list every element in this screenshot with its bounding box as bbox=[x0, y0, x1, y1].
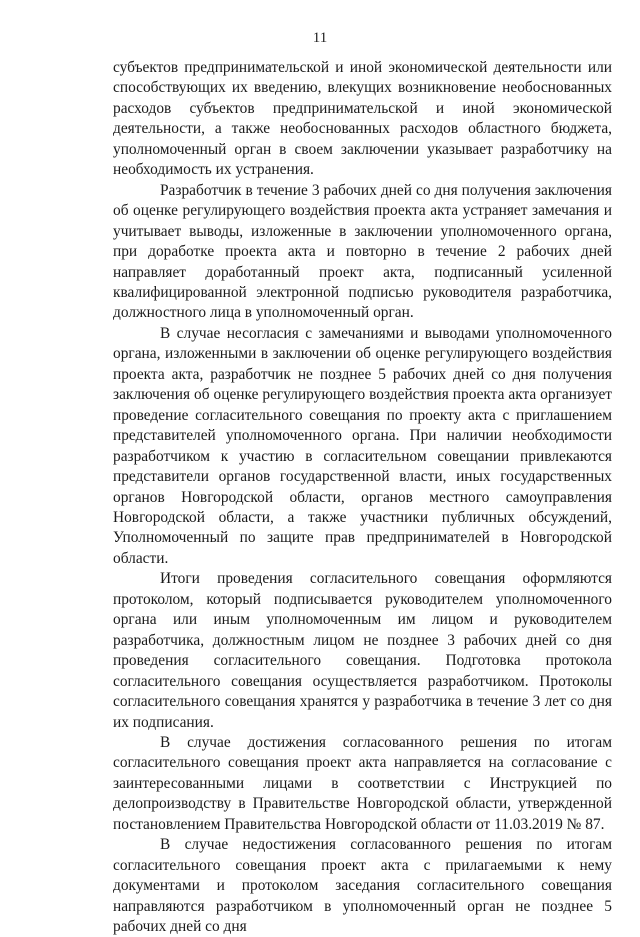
paragraph-continuation: субъектов предпринимательской и иной экономической деятельности или способствующих их введению, влекущих возникновение необоснованных расходов субъектов предпринимательской и иной экономической деятельности, а также необоснованных расходов областного бюджета, уполномоченный орган в своем заключении указывает разработчику на необходимость их устранения. bbox=[113, 59, 612, 179]
paragraph-agreement-not-reached: В случае недостижения согласованного решения по итогам согласительного совещания проект акта с прилагаемыми к нему документами и протоколом заседания согласительного совещания направляются разработчиком в уполномоченный орган не позднее 5 рабочих дней со дня bbox=[113, 836, 612, 936]
paragraph-developer-deadline: Разработчик в течение 3 рабочих дней со дня получения заключения об оценке регулирующего воздействия проекта акта устраняет замечания и учитывает выводы, изложенные в заключении уполномоченного органа, при доработке проекта акта и повторно в течение 2 рабочих дней направляет доработанный проект акта, подписанный усиленной квалифицированной электронной подписью руководителя разработчика, должностного лица в уполномоченный орган. bbox=[113, 181, 612, 322]
page-number: 11 bbox=[312, 30, 328, 46]
paragraph-disagreement: В случае несогласия с замечаниями и выводами уполномоченного органа, изложенными в заключении об оценке регулирующего воздействия проекта акта, разработчик не позднее 5 рабочих дней со дня получения заключения об оценке регулирующего воздействия проекта акта организует проведение согласительного совещания по проекту акта с приглашением представителей уполномоченного органа. При наличии необходимости разработчиком к участию в согласительном совещании привлекаются представители органов государственной власти, иных государственных органов Новгородской области, органов местного самоуправления Новгородской области, а также участники публичных обсуждений, Уполномоченный по защите прав предпринимателей в Новгородской области. bbox=[113, 324, 612, 567]
document-body bbox=[113, 58, 612, 937]
paragraph-agreement-reached: В случае достижения согласованного решения по итогам согласительного совещания проект акта направляется на согласование с заинтересованными лицами в соответствии с Инструкцией по делопроизводству в Правительстве Новгородской области, утвержденной постановлением Правительства Новгородской области от 11.03.2019 № 87. bbox=[113, 733, 612, 833]
paragraph-meeting-results: Итоги проведения согласительного совещания оформляются протоколом, который подписывается руководителем уполномоченного органа или иным уполномоченным им лицом и руководителем разработчика, должностным лицом не позднее 3 рабочих дней со дня проведения согласительного совещания. Подготовка протокола согласительного совещания осуществляется разработчиком. Протоколы согласительного совещания хранятся у разработчика в течение 3 лет со дня их подписания. bbox=[113, 570, 612, 731]
